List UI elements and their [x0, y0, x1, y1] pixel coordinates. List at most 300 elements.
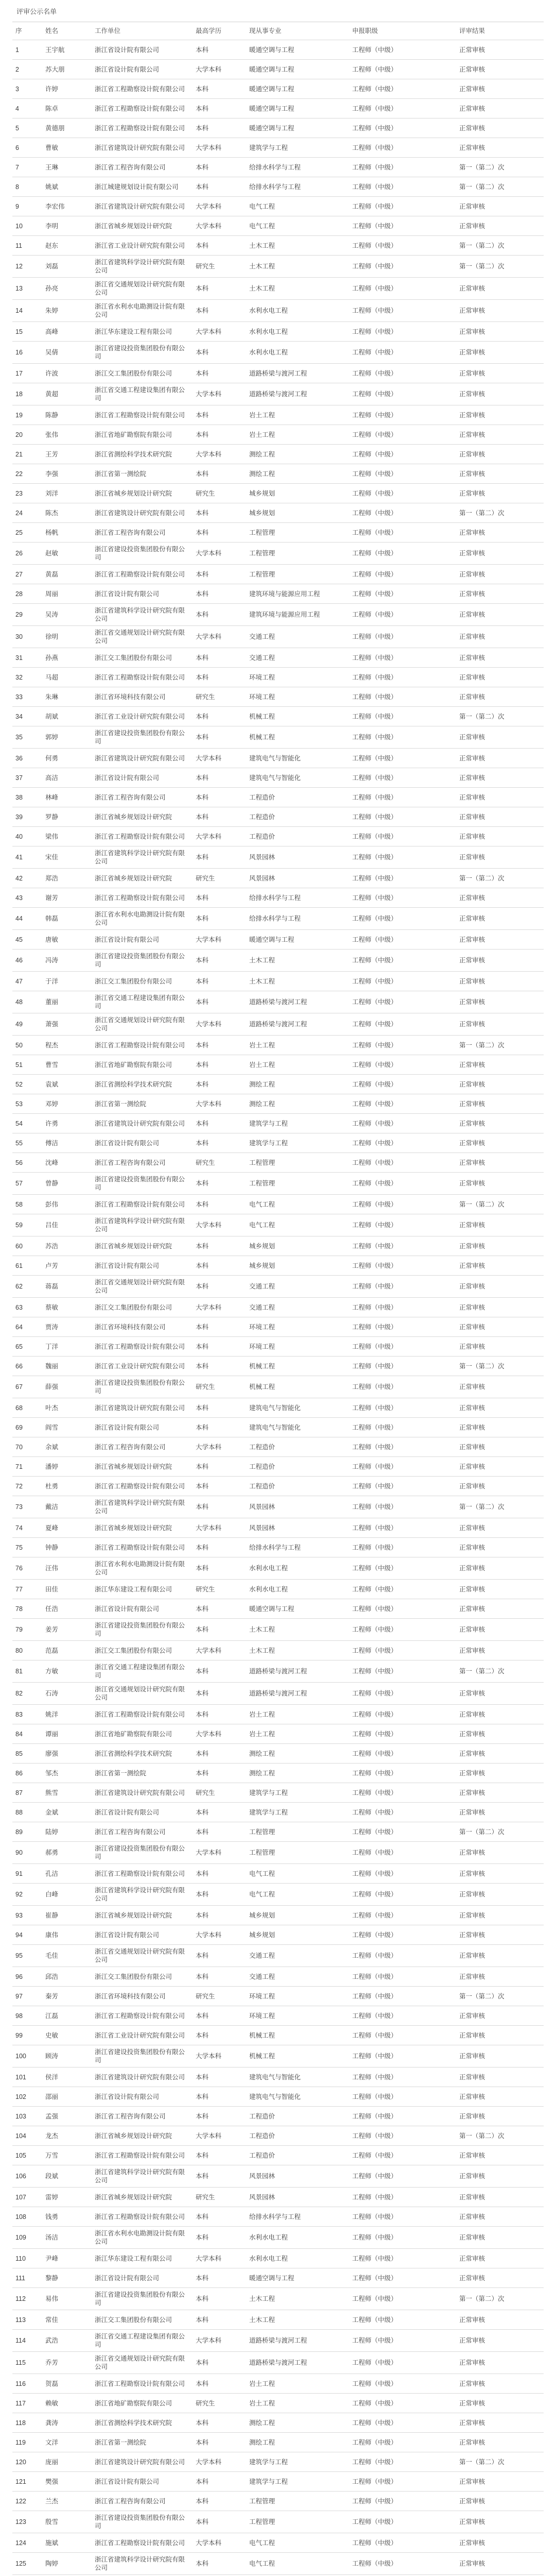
- cell-name: 常佳: [42, 2310, 92, 2330]
- cell-no: 39: [12, 807, 42, 827]
- cell-unit: 浙江省地矿勘察院有限公司: [92, 1055, 193, 1075]
- cell-education: 本科: [193, 300, 246, 322]
- cell-name: 傅洁: [42, 1133, 92, 1153]
- cell-education: 本科: [193, 991, 246, 1013]
- cell-major: 风景园林: [246, 1496, 349, 1518]
- cell-level: 工程师（中级）: [349, 565, 456, 584]
- cell-result: 正常审核: [456, 991, 544, 1013]
- cell-result: 正常审核: [456, 1925, 544, 1945]
- cell-result: 第一（第二）次: [456, 1195, 544, 1214]
- cell-result: 正常审核: [456, 768, 544, 788]
- cell-education: 大学本科: [193, 445, 246, 464]
- cell-education: 本科: [193, 788, 246, 807]
- cell-result: 正常审核: [456, 2045, 544, 2067]
- cell-major: 建筑电气与智能化: [246, 1398, 349, 1418]
- cell-unit: 浙江省建筑科学设计研究院有限公司: [92, 2165, 193, 2188]
- cell-name: 吴倩: [42, 342, 92, 364]
- cell-education: 本科: [193, 99, 246, 118]
- table-row: [12, 99, 544, 118]
- cell-result: 正常审核: [456, 2511, 544, 2533]
- cell-result: 正常审核: [456, 807, 544, 827]
- cell-level: 工程师（中级）: [349, 2310, 456, 2330]
- table-row: [12, 1153, 544, 1173]
- cell-result: 第一（第二）次: [456, 2452, 544, 2472]
- cell-no: 94: [12, 1925, 42, 1945]
- cell-level: 工程师（中级）: [349, 1641, 456, 1660]
- cell-education: 本科: [193, 1418, 246, 1437]
- cell-unit: 浙江省测绘科学技术研究院: [92, 445, 193, 464]
- cell-unit: 浙江省工程勘察设计院有限公司: [92, 1477, 193, 1496]
- cell-level: 工程师（中级）: [349, 2067, 456, 2087]
- cell-unit: 浙江省交通规划设计研究院有限公司: [92, 1013, 193, 1036]
- cell-result: 第一（第二）次: [456, 707, 544, 726]
- table-row: [12, 2227, 544, 2249]
- header-row: [12, 22, 544, 40]
- cell-education: 本科: [193, 2511, 246, 2533]
- cell-major: 土木工程: [246, 1619, 349, 1641]
- cell-unit: 浙江省工程咨询有限公司: [92, 2107, 193, 2126]
- cell-education: 大学本科: [193, 1518, 246, 1538]
- cell-education: 本科: [193, 2310, 246, 2330]
- cell-unit: 浙江省地矿勘察院有限公司: [92, 425, 193, 445]
- cell-unit: 浙江省设计院有限公司: [92, 1256, 193, 1276]
- cell-result: 正常审核: [456, 118, 544, 138]
- cell-no: 10: [12, 216, 42, 236]
- cell-level: 工程师（中级）: [349, 2352, 456, 2374]
- cell-level: 工程师（中级）: [349, 687, 456, 707]
- cell-education: 研究生: [193, 1987, 246, 2006]
- cell-education: 研究生: [193, 484, 246, 503]
- cell-unit: 浙江省城乡规划设计研究院: [92, 869, 193, 888]
- cell-unit: 浙江省建筑科学设计研究院有限公司: [92, 2553, 193, 2575]
- cell-level: 工程师（中级）: [349, 79, 456, 99]
- cell-result: 第一（第二）次: [456, 158, 544, 177]
- cell-unit: 浙江省测绘科学技术研究院: [92, 1075, 193, 1094]
- cell-result: 正常审核: [456, 1477, 544, 1496]
- cell-no: 83: [12, 1705, 42, 1724]
- cell-major: 工程造价: [246, 1477, 349, 1496]
- cell-major: 环境工程: [246, 1337, 349, 1357]
- cell-unit: 浙江省城乡规划设计研究院: [92, 1236, 193, 1256]
- cell-level: 工程师（中级）: [349, 1744, 456, 1764]
- cell-level: 工程师（中级）: [349, 445, 456, 464]
- cell-no: 13: [12, 278, 42, 300]
- cell-level: 工程师（中级）: [349, 1906, 456, 1925]
- cell-level: 工程师（中级）: [349, 2268, 456, 2288]
- cell-no: 99: [12, 2026, 42, 2045]
- cell-unit: 浙江省建筑科学设计研究院有限公司: [92, 1214, 193, 1236]
- cell-level: 工程师（中级）: [349, 2288, 456, 2310]
- cell-unit: 浙江省设计院有限公司: [92, 2472, 193, 2492]
- cell-major: 交通工程: [246, 648, 349, 668]
- cell-result: 正常审核: [456, 484, 544, 503]
- cell-result: 正常审核: [456, 445, 544, 464]
- cell-no: 56: [12, 1153, 42, 1173]
- cell-level: 工程师（中级）: [349, 1945, 456, 1967]
- cell-unit: 浙江省测绘科学技术研究院: [92, 1744, 193, 1764]
- cell-result: 正常审核: [456, 1398, 544, 1418]
- cell-unit: 浙江省建设投资集团股份有限公司: [92, 950, 193, 972]
- cell-major: 建筑学与工程: [246, 1133, 349, 1153]
- table-row: [12, 768, 544, 788]
- cell-name: 乔芳: [42, 2352, 92, 2374]
- cell-name: 江磊: [42, 2006, 92, 2026]
- cell-no: 101: [12, 2067, 42, 2087]
- table-row: [12, 626, 544, 648]
- cell-level: 工程师（中级）: [349, 1036, 456, 1055]
- cell-name: 赖敏: [42, 2394, 92, 2413]
- table-row: [12, 788, 544, 807]
- table-row: [12, 278, 544, 300]
- cell-name: 赵东: [42, 236, 92, 256]
- cell-result: 正常审核: [456, 60, 544, 79]
- cell-unit: 浙江省建设投资集团股份有限公司: [92, 1619, 193, 1641]
- cell-unit: 浙江省地矿勘察院有限公司: [92, 1724, 193, 1744]
- cell-result: 正常审核: [456, 1298, 544, 1317]
- cell-major: 给排水科学与工程: [246, 158, 349, 177]
- cell-no: 57: [12, 1173, 42, 1195]
- cell-result: 正常审核: [456, 668, 544, 687]
- table-row: [12, 584, 544, 604]
- cell-major: 机械工程: [246, 2045, 349, 2067]
- cell-name: 杜勇: [42, 1477, 92, 1496]
- cell-major: 测绘工程: [246, 445, 349, 464]
- cell-unit: 浙江省水利水电勘测设计院有限公司: [92, 908, 193, 930]
- cell-education: 大学本科: [193, 216, 246, 236]
- cell-unit: 浙江交工集团股份有限公司: [92, 972, 193, 991]
- cell-name: 吕佳: [42, 1214, 92, 1236]
- cell-major: 城乡规划: [246, 484, 349, 503]
- cell-no: 77: [12, 1580, 42, 1599]
- cell-result: 正常审核: [456, 1337, 544, 1357]
- cell-no: 88: [12, 1803, 42, 1822]
- cell-unit: 浙江交工集团股份有限公司: [92, 2310, 193, 2330]
- cell-education: 大学本科: [193, 1842, 246, 1864]
- cell-no: 108: [12, 2207, 42, 2227]
- table-row: [12, 503, 544, 523]
- cell-major: 给排水科学与工程: [246, 888, 349, 908]
- cell-education: 大学本科: [193, 1298, 246, 1317]
- cell-no: 100: [12, 2045, 42, 2067]
- cell-no: 118: [12, 2413, 42, 2433]
- cell-unit: 浙江省建设投资集团股份有限公司: [92, 2045, 193, 2067]
- table-row: [12, 1298, 544, 1317]
- cell-result: 正常审核: [456, 364, 544, 383]
- cell-name: 魏丽: [42, 1357, 92, 1376]
- table-row: [12, 2107, 544, 2126]
- cell-level: 工程师（中级）: [349, 2553, 456, 2575]
- cell-major: 风景园林: [246, 2188, 349, 2207]
- cell-no: 70: [12, 1437, 42, 1457]
- cell-result: 正常审核: [456, 2207, 544, 2227]
- cell-unit: 浙江省设计院有限公司: [92, 60, 193, 79]
- cell-unit: 浙江省设计院有限公司: [92, 768, 193, 788]
- cell-major: 建筑环境与能源应用工程: [246, 604, 349, 626]
- cell-name: 史敏: [42, 2026, 92, 2045]
- cell-unit: 浙江省工程勘察设计院有限公司: [92, 2533, 193, 2553]
- cell-major: 交通工程: [246, 626, 349, 648]
- cell-education: 本科: [193, 177, 246, 197]
- cell-level: 工程师（中级）: [349, 648, 456, 668]
- cell-level: 工程师（中级）: [349, 464, 456, 484]
- cell-unit: 浙江省工程咨询有限公司: [92, 1153, 193, 1173]
- cell-result: 正常审核: [456, 1783, 544, 1803]
- cell-education: 大学本科: [193, 1724, 246, 1744]
- cell-result: 正常审核: [456, 788, 544, 807]
- cell-no: 3: [12, 79, 42, 99]
- table-row: [12, 79, 544, 99]
- cell-name: 王宇航: [42, 40, 92, 60]
- cell-name: 武浩: [42, 2330, 92, 2352]
- cell-major: 土木工程: [246, 972, 349, 991]
- cell-level: 工程师（中级）: [349, 1214, 456, 1236]
- table-row: [12, 2413, 544, 2433]
- cell-level: 工程师（中级）: [349, 1437, 456, 1457]
- cell-education: 本科: [193, 1317, 246, 1337]
- cell-major: 岩土工程: [246, 1036, 349, 1055]
- cell-unit: 浙江省建筑设计研究院有限公司: [92, 749, 193, 768]
- cell-result: 正常审核: [456, 2165, 544, 2188]
- cell-unit: 浙江省设计院有限公司: [92, 1803, 193, 1822]
- cell-education: 大学本科: [193, 2330, 246, 2352]
- cell-name: 卢芳: [42, 1256, 92, 1276]
- cell-level: 工程师（中级）: [349, 749, 456, 768]
- table-row: [12, 869, 544, 888]
- cell-major: 道路桥梁与渡河工程: [246, 1683, 349, 1705]
- cell-level: 工程师（中级）: [349, 60, 456, 79]
- cell-result: 正常审核: [456, 626, 544, 648]
- cell-major: 水利水电工程: [246, 1557, 349, 1580]
- cell-major: 给排水科学与工程: [246, 908, 349, 930]
- cell-level: 工程师（中级）: [349, 342, 456, 364]
- cell-unit: 浙江省工程勘察设计院有限公司: [92, 565, 193, 584]
- cell-result: 正常审核: [456, 464, 544, 484]
- cell-level: 工程师（中级）: [349, 1925, 456, 1945]
- cell-name: 赵敏: [42, 543, 92, 565]
- cell-education: 本科: [193, 565, 246, 584]
- cell-no: 113: [12, 2310, 42, 2330]
- cell-name: 韩磊: [42, 908, 92, 930]
- table-row: [12, 1398, 544, 1418]
- cell-unit: 浙江交工集团股份有限公司: [92, 364, 193, 383]
- cell-name: 薛强: [42, 1376, 92, 1398]
- cell-name: 胡斌: [42, 707, 92, 726]
- cell-result: 正常审核: [456, 930, 544, 950]
- cell-major: 工程管理: [246, 1153, 349, 1173]
- cell-result: 第一（第二）次: [456, 503, 544, 523]
- cell-level: 工程师（中级）: [349, 1075, 456, 1094]
- cell-unit: 浙江省工程勘察设计院有限公司: [92, 668, 193, 687]
- cell-no: 22: [12, 464, 42, 484]
- cell-name: 白峰: [42, 1884, 92, 1906]
- cell-name: 贾涛: [42, 1317, 92, 1337]
- cell-level: 工程师（中级）: [349, 1477, 456, 1496]
- cell-no: 17: [12, 364, 42, 383]
- cell-unit: 浙江省城乡规划设计研究院: [92, 807, 193, 827]
- table-row: [12, 1013, 544, 1036]
- cell-unit: 浙江省工程勘察设计院有限公司: [92, 79, 193, 99]
- cell-level: 工程师（中级）: [349, 1764, 456, 1783]
- cell-level: 工程师（中级）: [349, 1538, 456, 1557]
- cell-name: 林峰: [42, 788, 92, 807]
- cell-result: 正常审核: [456, 726, 544, 749]
- cell-education: 大学本科: [193, 1925, 246, 1945]
- cell-education: 本科: [193, 2492, 246, 2511]
- table-row: [12, 1884, 544, 1906]
- cell-education: 研究生: [193, 2394, 246, 2413]
- cell-major: 测绘工程: [246, 464, 349, 484]
- cell-education: 本科: [193, 807, 246, 827]
- cell-name: 黄德朋: [42, 118, 92, 138]
- table-row: [12, 1764, 544, 1783]
- cell-education: 大学本科: [193, 749, 246, 768]
- cell-no: 110: [12, 2249, 42, 2268]
- cell-no: 5: [12, 118, 42, 138]
- cell-level: 工程师（中级）: [349, 1705, 456, 1724]
- cell-major: 土木工程: [246, 2288, 349, 2310]
- table-row: [12, 543, 544, 565]
- cell-level: 工程师（中级）: [349, 2207, 456, 2227]
- table-row: [12, 807, 544, 827]
- table-row: [12, 1457, 544, 1477]
- cell-education: 研究生: [193, 1153, 246, 1173]
- cell-name: 王芳: [42, 445, 92, 464]
- cell-name: 丁洋: [42, 1337, 92, 1357]
- cell-name: 康伟: [42, 1925, 92, 1945]
- table-row: [12, 1705, 544, 1724]
- cell-major: 建筑电气与智能化: [246, 2087, 349, 2107]
- table-row: [12, 1094, 544, 1114]
- cell-level: 工程师（中级）: [349, 1337, 456, 1357]
- cell-no: 125: [12, 2553, 42, 2575]
- cell-major: 工程管理: [246, 1822, 349, 1842]
- table-row: [12, 1925, 544, 1945]
- cell-level: 工程师（中级）: [349, 197, 456, 216]
- table-row: [12, 1075, 544, 1094]
- cell-no: 33: [12, 687, 42, 707]
- table-row: [12, 668, 544, 687]
- table-row: [12, 2352, 544, 2374]
- cell-level: 工程师（中级）: [349, 768, 456, 788]
- cell-major: 建筑学与工程: [246, 138, 349, 158]
- cell-no: 28: [12, 584, 42, 604]
- cell-name: 易伟: [42, 2288, 92, 2310]
- table-row: [12, 2374, 544, 2394]
- cell-name: 叶杰: [42, 1398, 92, 1418]
- cell-result: 正常审核: [456, 1153, 544, 1173]
- cell-major: 土木工程: [246, 236, 349, 256]
- cell-unit: 浙江省城乡规划设计研究院: [92, 1518, 193, 1538]
- cell-major: 机械工程: [246, 1376, 349, 1398]
- cell-no: 2: [12, 60, 42, 79]
- cell-major: 工程造价: [246, 788, 349, 807]
- cell-major: 道路桥梁与渡河工程: [246, 1660, 349, 1683]
- cell-result: 正常审核: [456, 1744, 544, 1764]
- cell-education: 本科: [193, 464, 246, 484]
- table-row: [12, 1236, 544, 1256]
- table-row: [12, 2310, 544, 2330]
- cell-result: 正常审核: [456, 543, 544, 565]
- cell-level: 工程师（中级）: [349, 523, 456, 543]
- cell-result: 第一（第二）次: [456, 1987, 544, 2006]
- cell-result: 正常审核: [456, 383, 544, 405]
- cell-no: 93: [12, 1906, 42, 1925]
- table-row: [12, 2026, 544, 2045]
- cell-name: 雷婷: [42, 2188, 92, 2207]
- cell-unit: 浙江省工业设计研究院有限公司: [92, 2026, 193, 2045]
- col-header-level: 申报职级: [349, 22, 456, 40]
- cell-major: 风景园林: [246, 2165, 349, 2188]
- cell-result: 正常审核: [456, 1580, 544, 1599]
- cell-no: 63: [12, 1298, 42, 1317]
- cell-no: 12: [12, 256, 42, 278]
- cell-level: 工程师（中级）: [349, 1803, 456, 1822]
- cell-level: 工程师（中级）: [349, 2413, 456, 2433]
- cell-level: 工程师（中级）: [349, 40, 456, 60]
- cell-result: 正常审核: [456, 1317, 544, 1337]
- cell-education: 大学本科: [193, 138, 246, 158]
- table-row: [12, 1357, 544, 1376]
- cell-education: 本科: [193, 584, 246, 604]
- cell-major: 交通工程: [246, 1276, 349, 1298]
- cell-level: 工程师（中级）: [349, 256, 456, 278]
- cell-no: 34: [12, 707, 42, 726]
- cell-unit: 浙江省工程咨询有限公司: [92, 788, 193, 807]
- cell-name: 任浩: [42, 1599, 92, 1619]
- cell-level: 工程师（中级）: [349, 364, 456, 383]
- cell-education: 大学本科: [193, 2452, 246, 2472]
- cell-no: 25: [12, 523, 42, 543]
- cell-name: 钱勇: [42, 2207, 92, 2227]
- cell-education: 本科: [193, 425, 246, 445]
- table-row: [12, 1822, 544, 1842]
- cell-unit: 浙江省水利水电勘测设计院有限公司: [92, 300, 193, 322]
- cell-result: 正常审核: [456, 2413, 544, 2433]
- cell-unit: 浙江省建设投资集团股份有限公司: [92, 1842, 193, 1864]
- cell-major: 暖通空调与工程: [246, 118, 349, 138]
- cell-unit: 浙江交工集团股份有限公司: [92, 1967, 193, 1987]
- cell-name: 刘磊: [42, 256, 92, 278]
- cell-no: 48: [12, 991, 42, 1013]
- cell-education: 本科: [193, 846, 246, 869]
- cell-no: 14: [12, 300, 42, 322]
- cell-major: 交通工程: [246, 1945, 349, 1967]
- table-row: [12, 1724, 544, 1744]
- cell-education: 本科: [193, 342, 246, 364]
- cell-major: 岩土工程: [246, 405, 349, 425]
- cell-major: 建筑环境与能源应用工程: [246, 584, 349, 604]
- table-row: [12, 2146, 544, 2165]
- cell-name: 宋佳: [42, 846, 92, 869]
- cell-major: 工程管理: [246, 1173, 349, 1195]
- table-row: [12, 383, 544, 405]
- cell-no: 65: [12, 1337, 42, 1357]
- cell-major: 建筑电气与智能化: [246, 1418, 349, 1437]
- cell-name: 许波: [42, 364, 92, 383]
- table-row: [12, 2165, 544, 2188]
- table-row: [12, 991, 544, 1013]
- cell-result: 正常审核: [456, 2394, 544, 2413]
- cell-no: 119: [12, 2433, 42, 2452]
- cell-result: 第一（第二）次: [456, 256, 544, 278]
- cell-no: 91: [12, 1864, 42, 1884]
- cell-level: 工程师（中级）: [349, 236, 456, 256]
- cell-major: 风景园林: [246, 1518, 349, 1538]
- cell-education: 本科: [193, 972, 246, 991]
- cell-unit: 浙江省交通规划设计研究院有限公司: [92, 278, 193, 300]
- cell-level: 工程师（中级）: [349, 1173, 456, 1195]
- cell-unit: 浙江省工业设计研究院有限公司: [92, 236, 193, 256]
